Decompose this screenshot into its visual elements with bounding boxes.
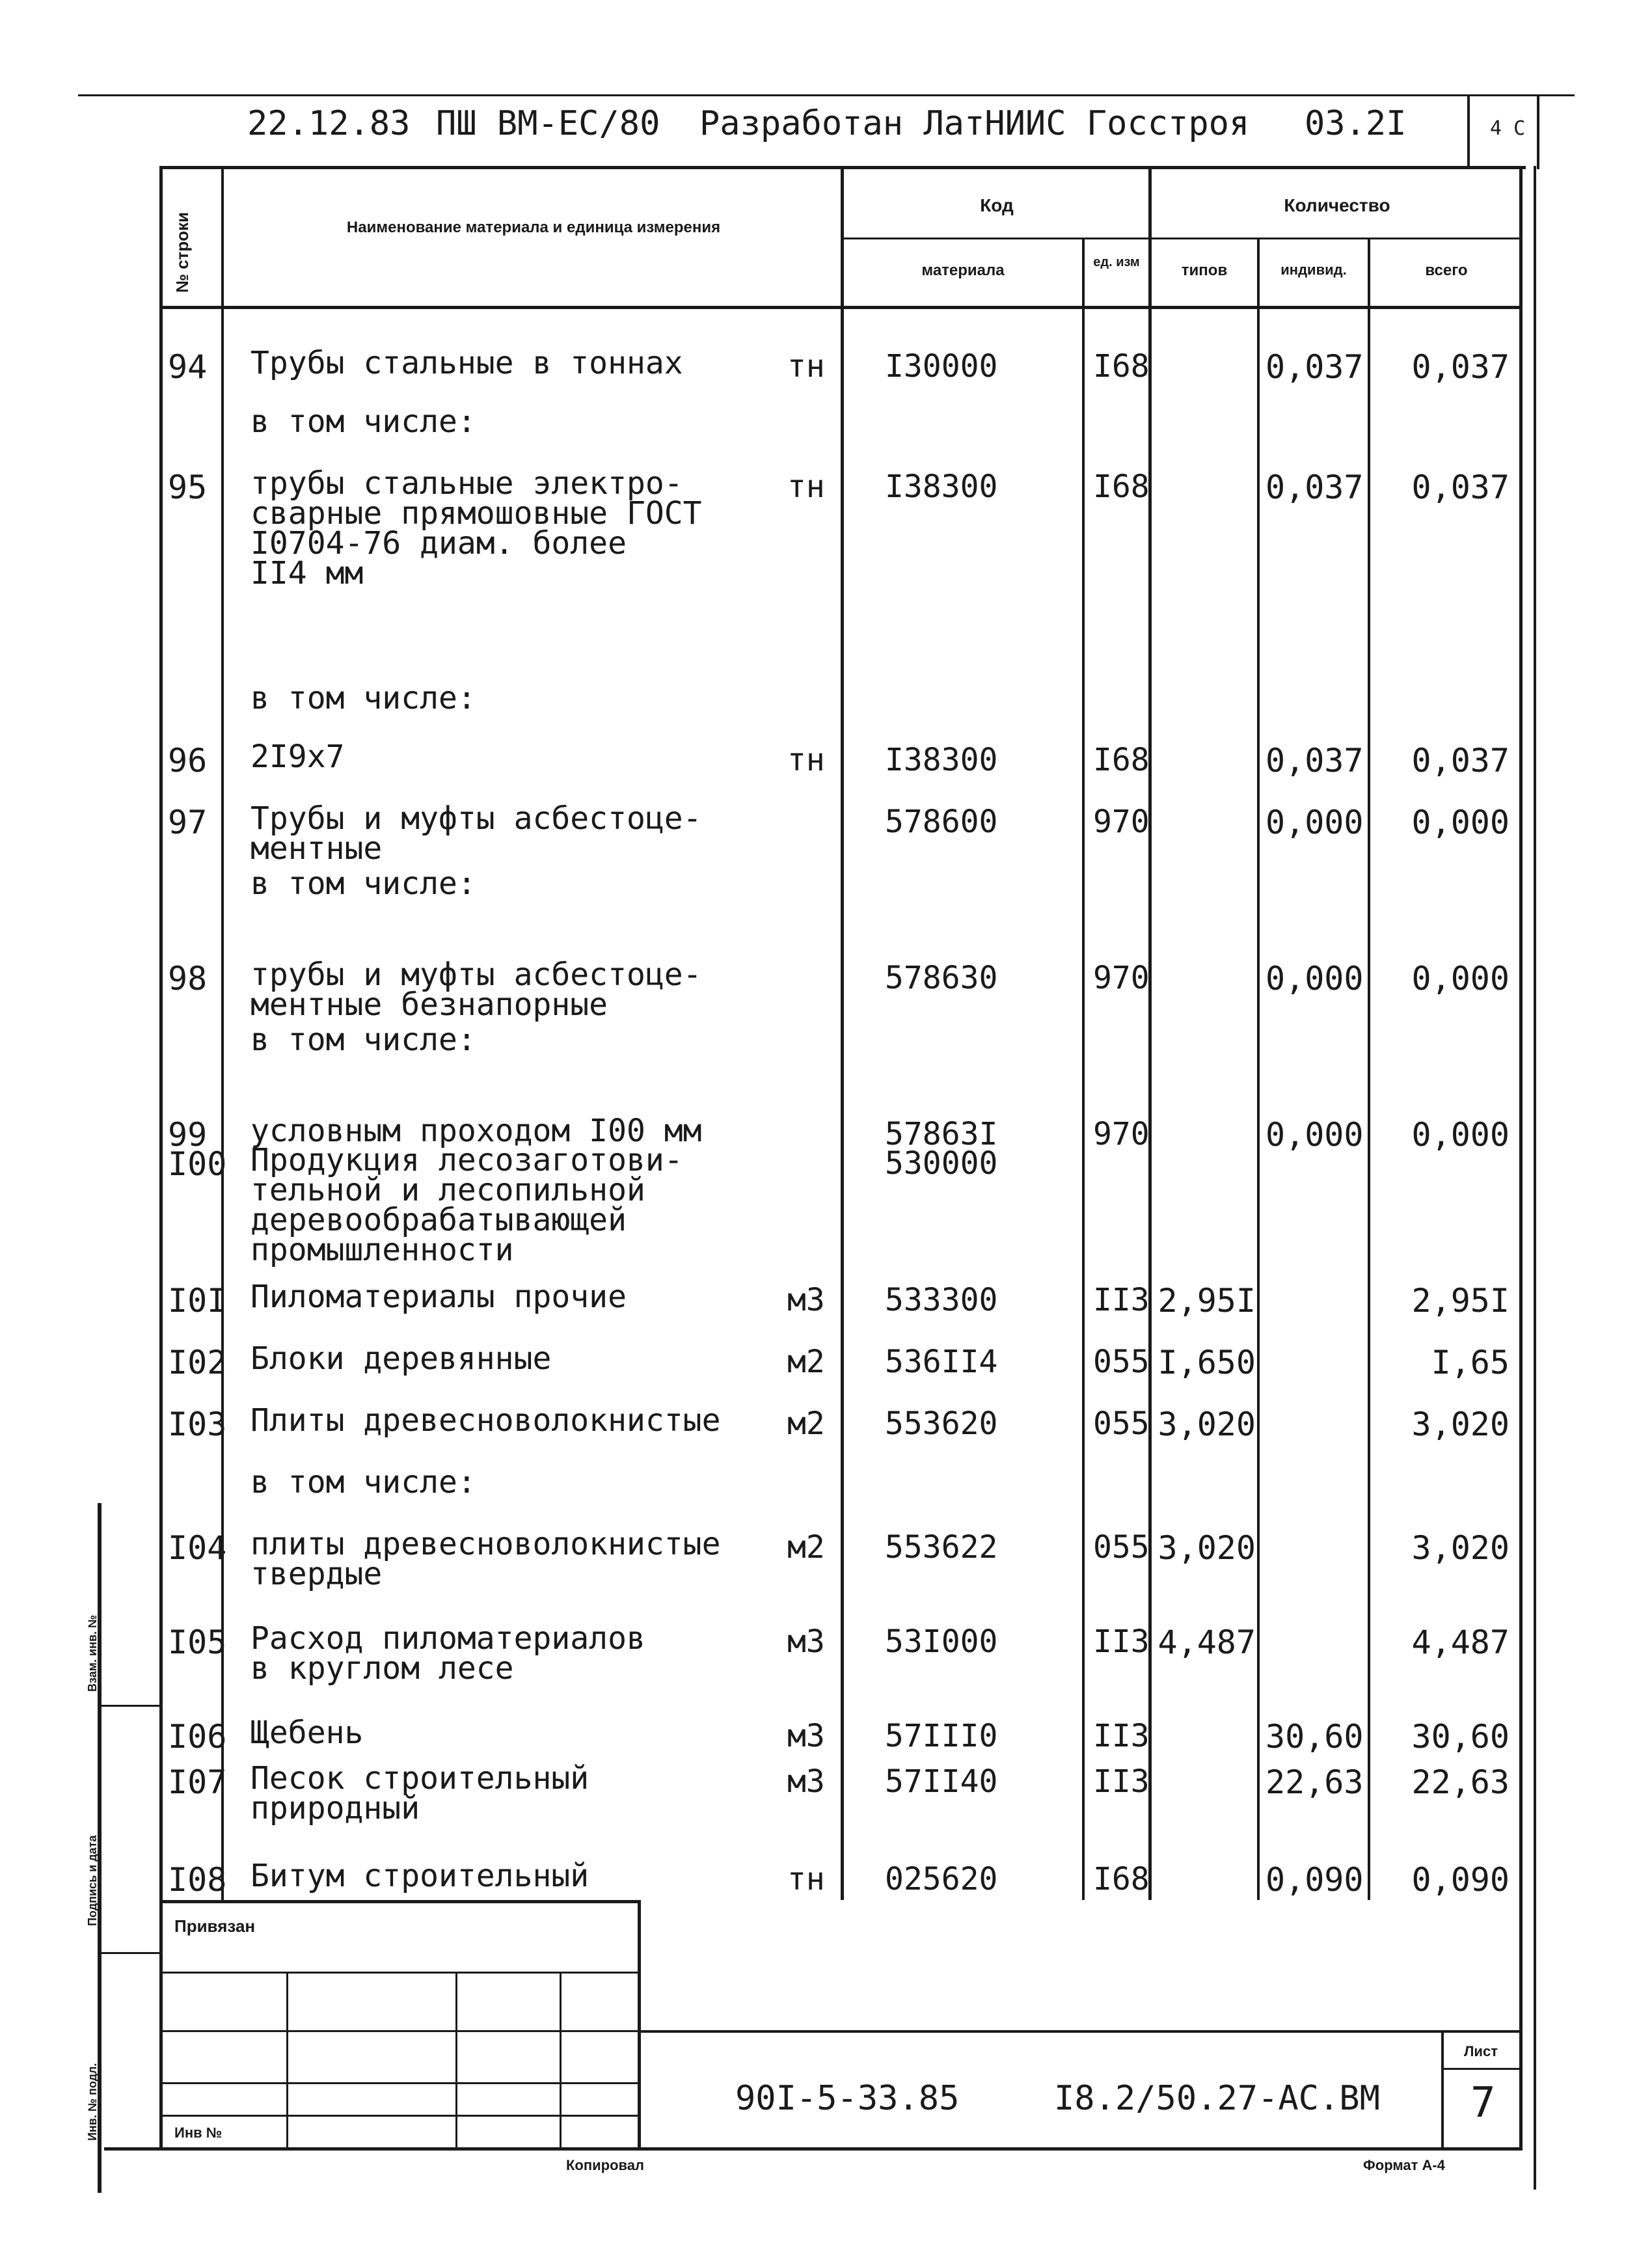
header-developer: Разработан ЛатНИИС Госстроя — [699, 104, 1250, 143]
material-name-line: II4 мм — [251, 555, 364, 591]
stamp-left-vert — [638, 1900, 641, 2147]
unit-code: I68 — [1093, 468, 1150, 505]
qty-typical: 3,020 — [1158, 1529, 1256, 1567]
material-code: 025620 — [885, 1861, 998, 1897]
material-name-line: I0704-76 диам. более — [251, 525, 627, 562]
material-name-line: Песок строительный — [251, 1760, 589, 1797]
unit-code: II3 — [1093, 1763, 1150, 1800]
sheet-box-mid — [1441, 2068, 1523, 2070]
material-name-line: в том числе: — [251, 403, 476, 440]
stamp-inv: Инв № — [174, 2124, 223, 2141]
material-name-line: Трубы и муфты асбестоце- — [251, 800, 702, 837]
col-unit-code: ед. изм — [1093, 255, 1140, 269]
unit-label: тн — [787, 742, 825, 778]
row-number: I06 — [168, 1718, 227, 1756]
col-code-group: Код — [980, 195, 1014, 215]
row-number: I03 — [168, 1405, 227, 1443]
row-number: I07 — [168, 1763, 227, 1801]
material-name-line: Плиты древесноволокнистые — [251, 1402, 721, 1439]
material-name-line: тельной и лесопильной — [251, 1172, 645, 1208]
row-number: I02 — [168, 1344, 227, 1381]
qty-total: 0,000 — [1411, 1116, 1510, 1154]
qty-total: 0,000 — [1411, 804, 1510, 841]
qty-individual: 0,037 — [1266, 348, 1364, 386]
side-label-2: Подпись и дата — [86, 1835, 99, 1926]
top-rule — [78, 94, 1575, 96]
unit-code: 970 — [1093, 1116, 1150, 1152]
qty-individual: 30,60 — [1266, 1718, 1364, 1756]
header-corner: 4 С — [1490, 117, 1526, 140]
stamp-bound: Привязан — [174, 1916, 256, 1936]
row-number: I08 — [168, 1861, 227, 1899]
unit-code: I68 — [1093, 742, 1150, 778]
unit-label: тн — [787, 468, 825, 505]
unit-code: 055 — [1093, 1529, 1150, 1566]
row-number: 95 — [168, 468, 208, 506]
qty-individual: 0,037 — [1266, 468, 1364, 506]
row-number: 97 — [168, 804, 208, 841]
unit-label: м3 — [787, 1282, 825, 1318]
unit-code: I68 — [1093, 348, 1150, 385]
stamp-sub1 — [159, 1972, 641, 1974]
material-code: I38300 — [885, 742, 998, 778]
unit-label: м3 — [787, 1623, 825, 1660]
qty-individual: 0,000 — [1266, 804, 1364, 841]
side-sep1 — [98, 1705, 159, 1707]
qty-individual: 0,090 — [1266, 1861, 1364, 1899]
material-name-line: в том числе: — [251, 1464, 476, 1500]
stamp-mid — [638, 2030, 1523, 2033]
col-typical: типов — [1181, 262, 1228, 279]
material-name-line: Битум строительный — [251, 1858, 589, 1894]
material-name-line: в круглом лесе — [251, 1650, 514, 1687]
stamp-top-left — [159, 1900, 641, 1903]
unit-code: II3 — [1093, 1718, 1150, 1754]
material-name-line: трубы стальные электро- — [251, 465, 683, 502]
material-name-line: Продукция лесозаготови- — [251, 1142, 683, 1178]
material-code: 53I000 — [885, 1623, 998, 1660]
unit-label: тн — [787, 348, 825, 385]
col-line-typ — [1257, 238, 1260, 1900]
material-name-line: трубы и муфты асбестоце- — [251, 957, 702, 993]
material-name-line: Трубы стальные в тоннах — [251, 345, 683, 381]
qty-typical: I,650 — [1158, 1344, 1256, 1381]
col-individual: индивид. — [1280, 262, 1347, 278]
stamp-doc: 90I-5-33.85 — [735, 2079, 960, 2118]
unit-code: II3 — [1093, 1623, 1150, 1660]
material-name-line: плиты древесноволокнистые — [251, 1526, 721, 1562]
row-number: I00 — [168, 1145, 227, 1183]
material-name-line: условным проходом I00 мм — [251, 1113, 702, 1149]
unit-label: м3 — [787, 1718, 825, 1754]
qty-individual: 0,037 — [1266, 742, 1364, 780]
unit-label: тн — [787, 1861, 825, 1897]
qty-individual: 0,000 — [1266, 1116, 1364, 1154]
frame-right-outer — [1534, 166, 1536, 2190]
material-name-line: деревообрабатывающей — [251, 1202, 627, 1238]
header-code: 03.2I — [1305, 104, 1407, 143]
material-code: 553622 — [885, 1529, 998, 1566]
material-name-line: ментные безнапорные — [251, 986, 608, 1023]
material-name-line: природный — [251, 1790, 420, 1826]
row-number: 98 — [168, 960, 208, 998]
side-label-1: Взам. инв. № — [86, 1614, 99, 1692]
row-number: I04 — [168, 1529, 227, 1567]
col-line-ind — [1368, 238, 1370, 1900]
unit-code: I68 — [1093, 1861, 1150, 1897]
unit-code: 970 — [1093, 804, 1150, 840]
row-number: 94 — [168, 348, 208, 386]
qty-total: 0,037 — [1411, 468, 1510, 506]
stamp-sheet-no: 7 — [1470, 2079, 1496, 2127]
stamp-sheet-label: Лист — [1464, 2043, 1498, 2059]
material-code: 57863I — [885, 1116, 998, 1152]
qty-total: 3,020 — [1411, 1405, 1510, 1443]
material-name-line: в том числе: — [251, 680, 476, 716]
stamp-sub4 — [159, 2115, 641, 2117]
header-mid — [843, 238, 1523, 239]
material-code: 536II4 — [885, 1344, 998, 1380]
material-code: 57II40 — [885, 1763, 998, 1800]
material-code: I30000 — [885, 348, 998, 385]
qty-total: 0,037 — [1411, 348, 1510, 386]
row-number: I05 — [168, 1623, 227, 1661]
material-name-line: Блоки деревянные — [251, 1340, 552, 1377]
col-qty-group: Количество — [1284, 195, 1390, 215]
qty-total: 0,037 — [1411, 742, 1510, 780]
material-code: 578630 — [885, 960, 998, 996]
material-name-line: Щебень — [251, 1715, 364, 1751]
side-label-3: Инв. № подл. — [86, 2063, 99, 2141]
stamp-sub3 — [159, 2082, 641, 2084]
sheet-box-left — [1441, 2030, 1444, 2147]
col-total: всего — [1425, 262, 1468, 279]
material-code: 533300 — [885, 1282, 998, 1318]
unit-code: 970 — [1093, 960, 1150, 996]
corner-box-left — [1467, 94, 1470, 169]
qty-total: 0,000 — [1411, 960, 1510, 998]
col-line-code — [841, 166, 844, 1900]
material-code: I38300 — [885, 468, 998, 505]
qty-total: I,65 — [1431, 1344, 1510, 1381]
header-date: 22.12.83 — [247, 104, 411, 143]
col-name: Наименование материала и единица измерения — [346, 219, 721, 236]
material-name-line: ментные — [251, 830, 383, 867]
stamp-format: Формат А-4 — [1363, 2157, 1445, 2173]
material-code: 57III0 — [885, 1718, 998, 1754]
qty-typical: 3,020 — [1158, 1405, 1256, 1443]
unit-label: м2 — [787, 1529, 825, 1566]
col-material: материала — [921, 262, 1005, 279]
qty-total: 30,60 — [1411, 1718, 1510, 1756]
row-number: 96 — [168, 742, 208, 780]
corner-box-right — [1537, 94, 1539, 169]
side-sep2 — [98, 1952, 159, 1954]
unit-code: 055 — [1093, 1344, 1150, 1380]
stamp-vert2 — [455, 1972, 457, 2147]
unit-label: м3 — [787, 1763, 825, 1800]
stamp-sub2 — [159, 2030, 641, 2032]
stamp-copied: Копировал — [566, 2157, 645, 2173]
stamp-vert3 — [560, 1972, 562, 2147]
unit-code: II3 — [1093, 1282, 1150, 1318]
stamp-vert1 — [286, 1972, 288, 2147]
material-name-line: в том числе: — [251, 865, 476, 902]
material-name-line: твердые — [251, 1556, 383, 1592]
material-name-line: Пиломатериалы прочие — [251, 1279, 627, 1315]
material-name-line: 2I9x7 — [251, 739, 345, 775]
row-number: I0I — [168, 1282, 227, 1320]
material-code: 578600 — [885, 804, 998, 840]
qty-total: 22,63 — [1411, 1763, 1510, 1801]
qty-individual: 22,63 — [1266, 1763, 1364, 1801]
qty-total: 3,020 — [1411, 1529, 1510, 1567]
row-number: 99 — [168, 1116, 208, 1154]
unit-label: м2 — [787, 1405, 825, 1442]
qty-total: 0,090 — [1411, 1861, 1510, 1899]
col-line-unit — [1082, 238, 1085, 1900]
unit-code: 055 — [1093, 1405, 1150, 1442]
material-name-line: сварные прямошовные ГОСТ — [251, 495, 702, 532]
material-name-line: промышленности — [251, 1232, 514, 1268]
frame-right — [1519, 166, 1523, 2151]
qty-typical: 4,487 — [1158, 1623, 1256, 1661]
unit-label: м2 — [787, 1344, 825, 1380]
material-code: 530000 — [885, 1145, 998, 1182]
qty-total: 4,487 — [1411, 1623, 1510, 1661]
qty-individual: 0,000 — [1266, 960, 1364, 998]
material-name-line: в том числе: — [251, 1022, 476, 1058]
stamp-sheet-code: I8.2/50.27-АС.ВМ — [1054, 2079, 1380, 2118]
material-code: 553620 — [885, 1405, 998, 1442]
qty-typical: 2,95I — [1158, 1282, 1256, 1320]
header-series: ПШ ВМ-ЕС/80 — [436, 104, 660, 143]
frame-left — [159, 166, 163, 2151]
qty-total: 2,95I — [1411, 1282, 1510, 1320]
frame-bottom — [104, 2147, 1523, 2151]
material-name-line: Расход пиломатериалов — [251, 1620, 645, 1657]
col-row-no: № строки — [172, 211, 192, 293]
